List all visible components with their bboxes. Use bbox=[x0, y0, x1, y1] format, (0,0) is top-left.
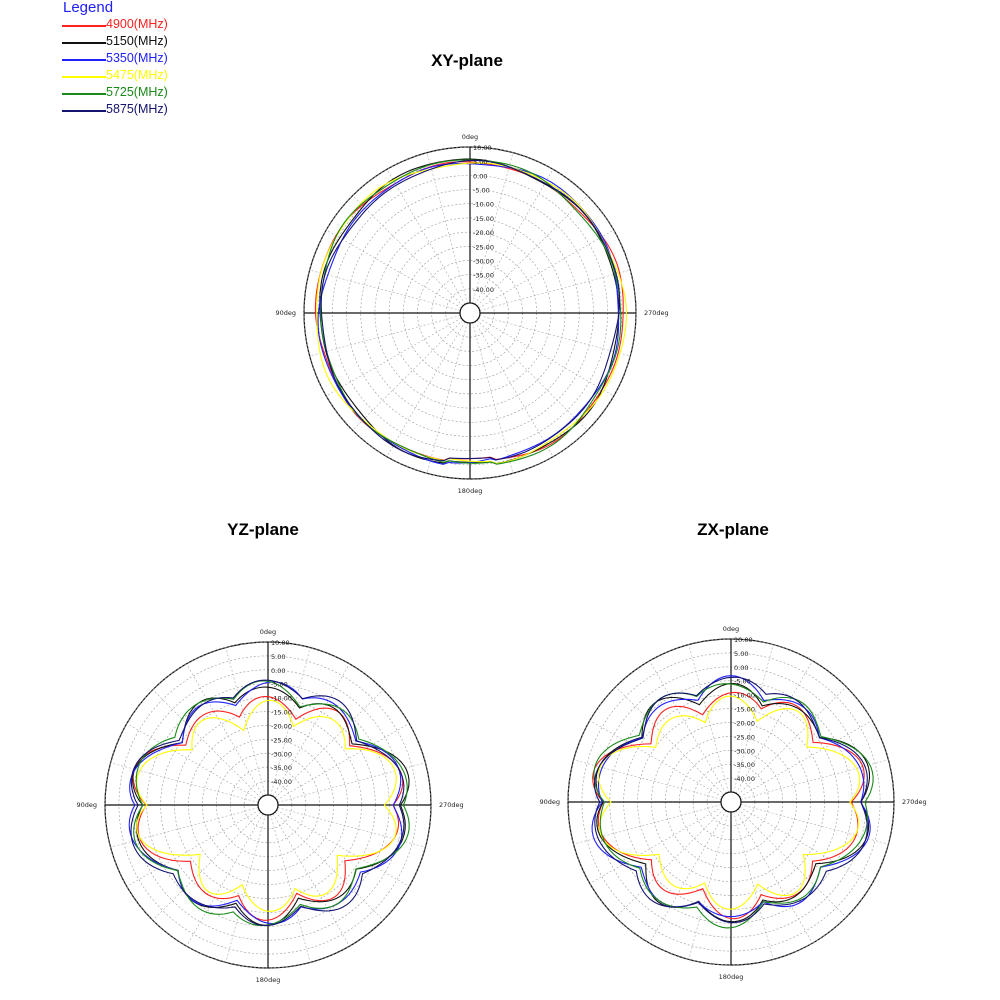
r-tick-label: -20.00 bbox=[271, 722, 292, 731]
r-tick-label: 5.00 bbox=[734, 649, 749, 658]
r-tick-label: -10.00 bbox=[734, 691, 755, 700]
grid-spoke bbox=[226, 815, 266, 963]
grid-spoke bbox=[271, 815, 311, 963]
grid-spoke bbox=[480, 270, 631, 310]
r-tick-label: -35.00 bbox=[473, 271, 494, 280]
angle-label: 180deg bbox=[718, 973, 744, 981]
polar-chart-2 bbox=[539, 625, 926, 981]
grid-spoke bbox=[740, 807, 873, 884]
angle-label: 0deg bbox=[722, 625, 740, 633]
grid-spoke bbox=[310, 270, 461, 310]
r-tick-label: -35.00 bbox=[734, 761, 755, 770]
legend-label: 5150(MHz) bbox=[106, 34, 168, 48]
r-tick-label: 10.00 bbox=[271, 639, 290, 647]
r-tick-label: -15.00 bbox=[734, 705, 755, 714]
angle-label: 90deg bbox=[539, 798, 560, 806]
legend-label: 5350(MHz) bbox=[106, 51, 168, 65]
grid-spoke bbox=[310, 316, 461, 356]
legend-label: 5475(MHz) bbox=[106, 68, 168, 82]
r-tick-label: -40.00 bbox=[473, 285, 494, 294]
angle-label: 0deg bbox=[461, 133, 479, 141]
center-circle bbox=[460, 303, 480, 323]
r-tick-label: -10.00 bbox=[473, 200, 494, 209]
r-tick-label: -15.00 bbox=[473, 214, 494, 223]
r-tick-label: -5.00 bbox=[734, 677, 751, 686]
r-tick-label: -40.00 bbox=[734, 775, 755, 784]
zx-plane-title: ZX-plane bbox=[697, 520, 769, 539]
angle-label: 270deg bbox=[644, 309, 669, 317]
grid-spoke bbox=[273, 814, 350, 947]
center-circle bbox=[258, 795, 278, 815]
legend-title: Legend bbox=[63, 0, 114, 16]
grid-spoke bbox=[480, 316, 631, 356]
polar-chart-1 bbox=[76, 628, 463, 984]
r-tick-label: -10.00 bbox=[271, 694, 292, 703]
angle-label: 0deg bbox=[259, 628, 277, 636]
r-tick-label: -20.00 bbox=[734, 719, 755, 728]
center-circle bbox=[721, 792, 741, 812]
r-tick-label: 5.00 bbox=[271, 652, 286, 661]
grid-spoke bbox=[427, 153, 467, 304]
grid-spoke bbox=[473, 323, 513, 474]
angle-label: 90deg bbox=[76, 801, 97, 809]
angle-label: 90deg bbox=[275, 309, 296, 317]
angle-label: 180deg bbox=[457, 487, 483, 495]
grid-spoke bbox=[741, 760, 889, 800]
grid-spoke bbox=[387, 322, 465, 457]
r-tick-label: -15.00 bbox=[271, 708, 292, 717]
legend-label: 4900(MHz) bbox=[106, 17, 168, 31]
grid-spoke bbox=[574, 805, 722, 845]
grid-spoke bbox=[226, 648, 266, 796]
angle-label: 270deg bbox=[439, 801, 464, 809]
r-tick-label: 10.00 bbox=[734, 636, 753, 644]
r-tick-label: -40.00 bbox=[271, 778, 292, 787]
r-tick-label: 10.00 bbox=[473, 144, 492, 152]
r-tick-label: -30.00 bbox=[734, 747, 755, 756]
r-tick-label: -25.00 bbox=[734, 733, 755, 742]
r-tick-label: 0.00 bbox=[473, 172, 488, 181]
r-tick-label: 5.00 bbox=[473, 158, 488, 167]
grid-spoke bbox=[427, 323, 467, 474]
r-tick-label: -35.00 bbox=[271, 764, 292, 773]
r-tick-label: -20.00 bbox=[473, 229, 494, 238]
r-tick-label: -5.00 bbox=[473, 186, 490, 195]
legend-label: 5875(MHz) bbox=[106, 102, 168, 116]
angle-label: 180deg bbox=[255, 976, 281, 984]
r-tick-label: -25.00 bbox=[271, 736, 292, 745]
r-tick-label: -5.00 bbox=[271, 680, 288, 689]
grid-spoke bbox=[736, 811, 813, 944]
grid-spoke bbox=[689, 812, 729, 960]
polar-chart-0 bbox=[275, 133, 668, 495]
xy-plane-title: XY-plane bbox=[431, 51, 503, 70]
yz-plane-title: YZ-plane bbox=[227, 520, 299, 539]
grid-spoke bbox=[387, 169, 465, 304]
grid-spoke bbox=[479, 318, 614, 396]
grid-spoke bbox=[277, 810, 410, 887]
r-tick-label: -30.00 bbox=[473, 257, 494, 266]
legend-label: 5725(MHz) bbox=[106, 85, 168, 99]
angle-label: 270deg bbox=[902, 798, 927, 806]
r-tick-label: -30.00 bbox=[271, 750, 292, 759]
grid-spoke bbox=[689, 645, 729, 793]
r-tick-label: -25.00 bbox=[473, 243, 494, 252]
grid-spoke bbox=[734, 812, 774, 960]
r-tick-label: 0.00 bbox=[271, 666, 286, 675]
r-tick-label: 0.00 bbox=[734, 663, 749, 672]
grid-spoke bbox=[475, 322, 553, 457]
